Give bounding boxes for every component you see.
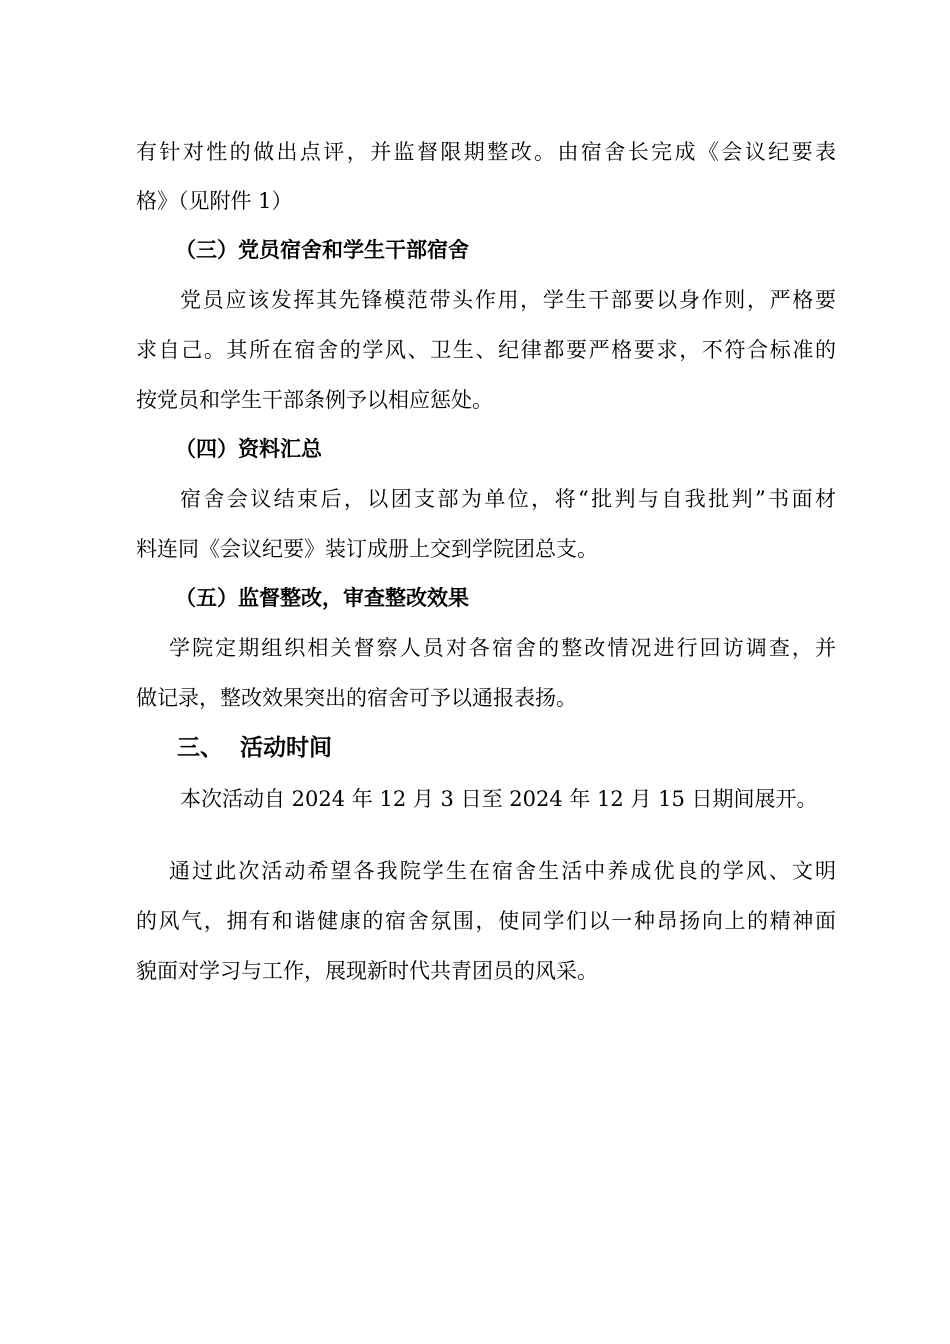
paragraph-line: 有针对性的做出点评，并监督限期整改。由宿舍长完成《会议纪要表	[136, 140, 836, 164]
paragraph-line: 通过此次活动希望各我院学生在宿舍生活中养成优良的学风、文明	[169, 859, 836, 883]
paragraph-line: 的风气，拥有和谐健康的宿舍氛围，使同学们以一种昂扬向上的精神面	[136, 909, 836, 933]
section-title: 活动时间	[240, 734, 332, 761]
paragraph-line: 格》（见附件 1）	[136, 189, 293, 213]
subsection-heading-5: （五）监督整改，审查整改效果	[175, 585, 469, 610]
paragraph-line: 貌面对学习与工作，展现新时代共青团员的风采。	[136, 959, 598, 983]
section-number: 三、	[177, 734, 223, 761]
paragraph-line: 求自己。其所在宿舍的学风、卫生、纪律都要严格要求，不符合标准的	[136, 338, 836, 362]
paragraph-line: 宿舍会议结束后，以团支部为单位，将“批判与自我批判”书面材	[180, 487, 836, 511]
subsection-heading-4: （四）资料汇总	[175, 436, 322, 461]
paragraph-line: 料连同《会议纪要》装订成册上交到学院团总支。	[136, 537, 598, 561]
paragraph-line: 按党员和学生干部条例予以相应惩处。	[136, 388, 493, 412]
paragraph-line: 党员应该发挥其先锋模范带头作用，学生干部要以身作则，严格要	[180, 288, 836, 312]
paragraph-line: 本次活动自 2024 年 12 月 3 日至 2024 年 12 月 15 日期间展开。	[180, 787, 818, 811]
paragraph-line: 学院定期组织相关督察人员对各宿舍的整改情况进行回访调查，并	[169, 636, 836, 660]
paragraph-line: 做记录，整改效果突出的宿舍可予以通报表扬。	[136, 686, 577, 710]
subsection-heading-3: （三）党员宿舍和学生干部宿舍	[175, 237, 469, 262]
